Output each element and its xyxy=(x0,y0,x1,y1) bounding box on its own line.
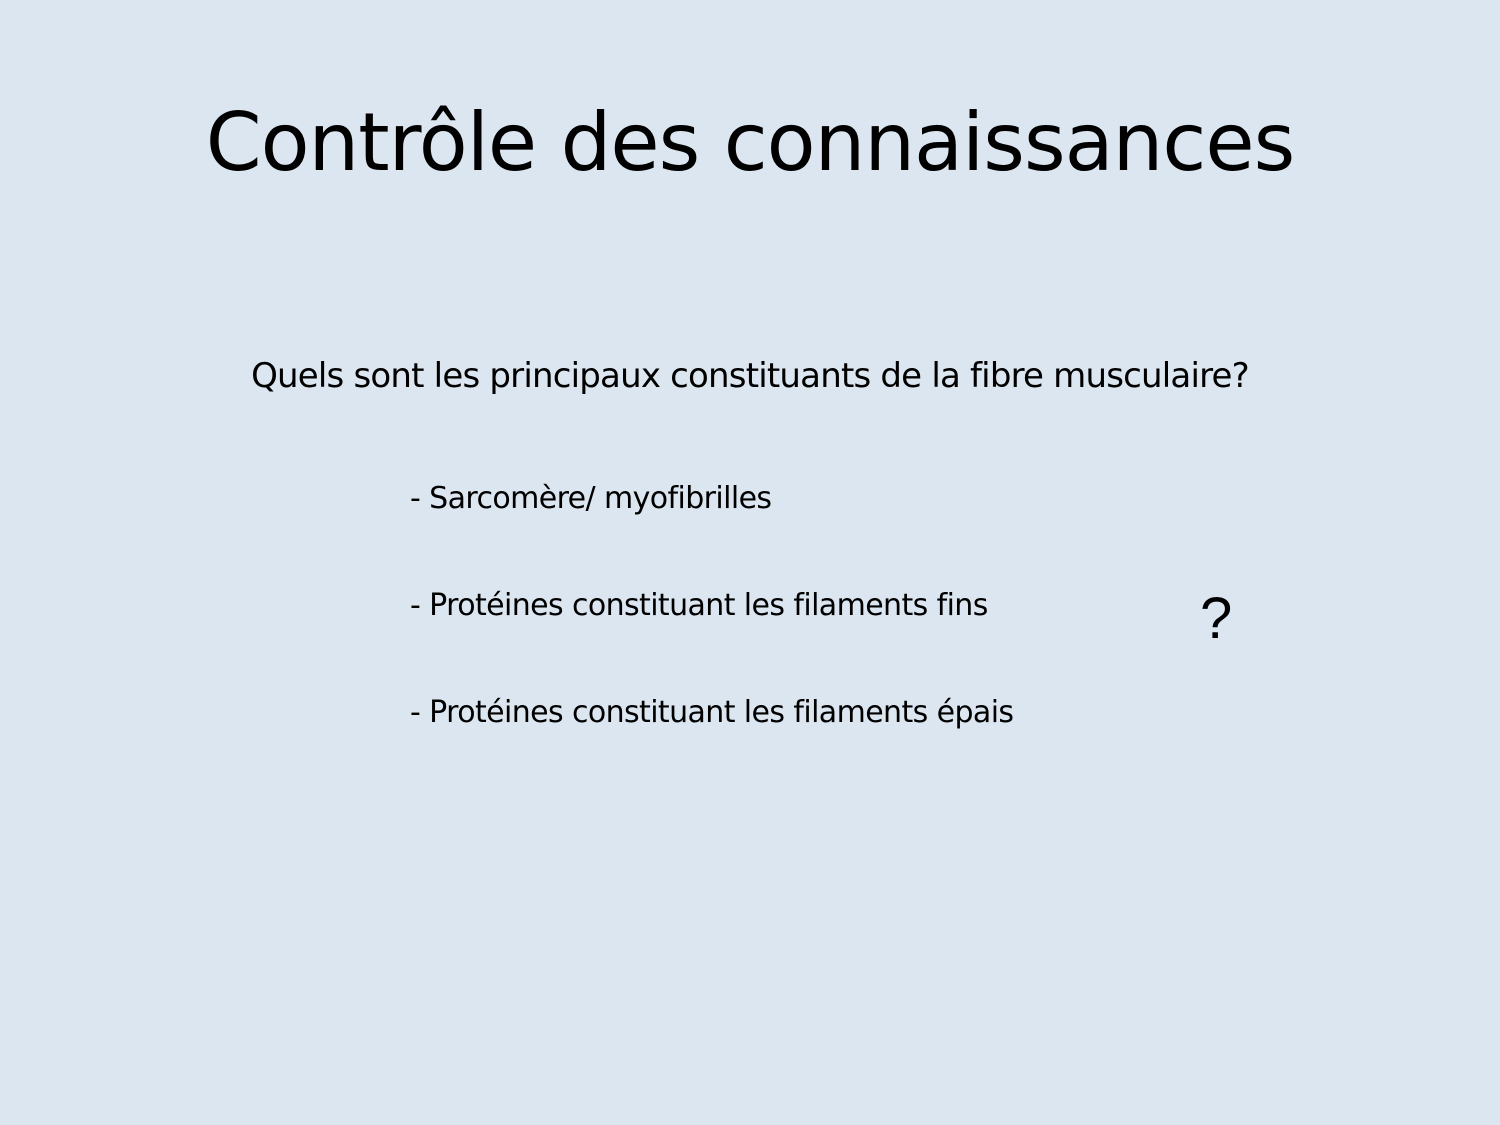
question-mark: ? xyxy=(1200,586,1233,651)
slide-title: Contrôle des connaissances xyxy=(205,96,1295,189)
list-item-thick-filaments: - Protéines constituant les filaments épais xyxy=(410,695,1014,730)
question-text: Quels sont les principaux constituants de la fibre musculaire? xyxy=(251,356,1249,396)
list-item-sarcomere: - Sarcomère/ myofibrilles xyxy=(410,481,772,516)
list-item-thin-filaments: - Protéines constituant les filaments fins xyxy=(410,588,988,623)
